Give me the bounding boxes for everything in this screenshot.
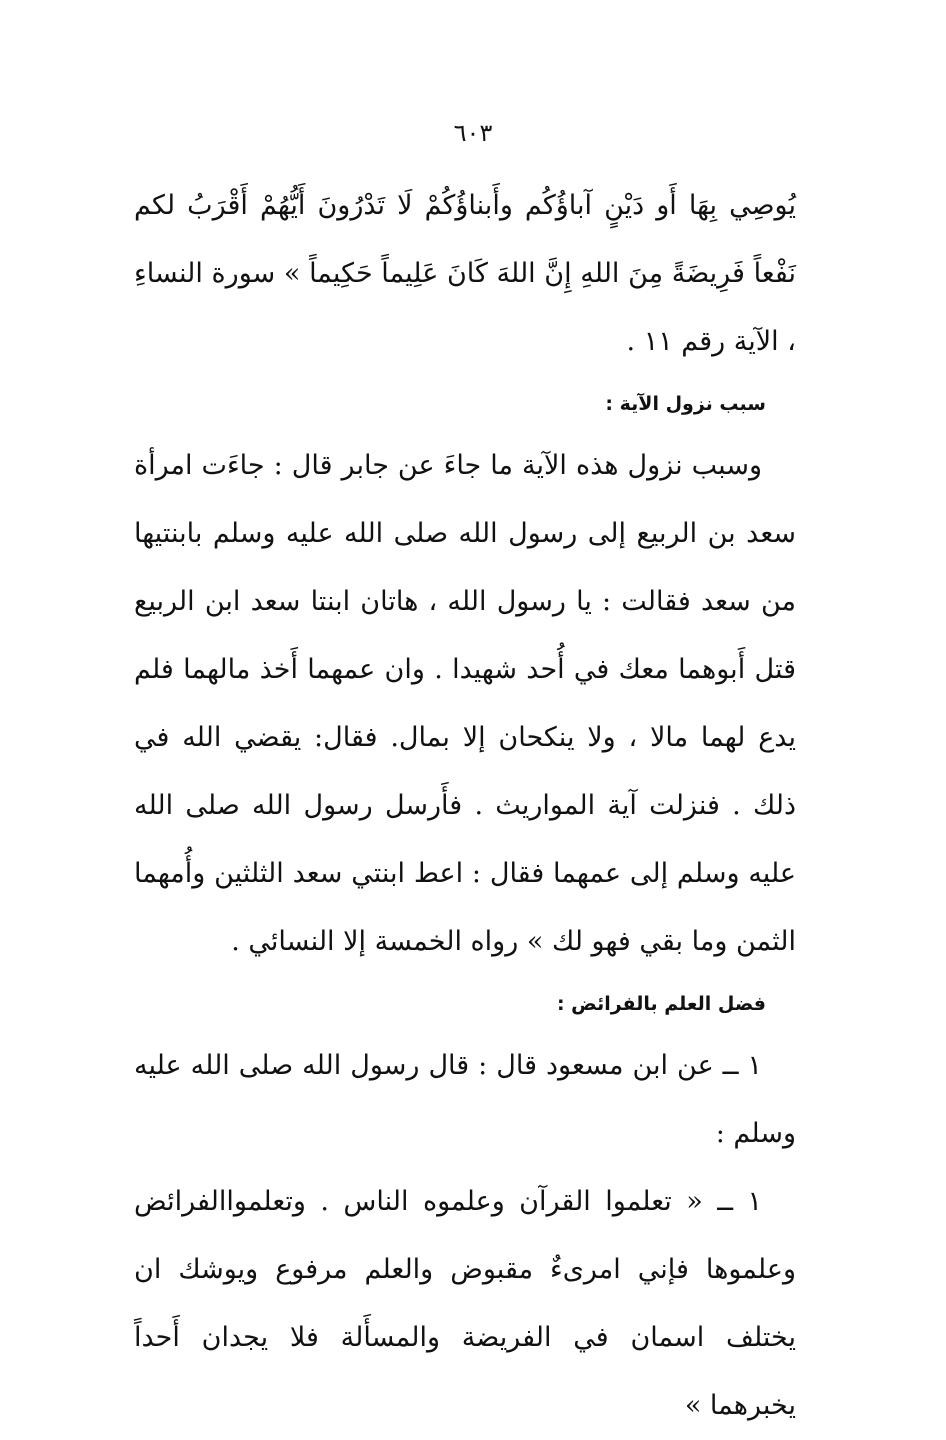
section-heading-revelation-cause: سبب نزول الآية : [605,393,766,415]
page-number: ٦٠٣ [453,119,493,147]
hadith-intro-paragraph: ١ ــ عن ابن مسعود قال : قال رسول الله صلى الله عليه وسلم : [134,1050,796,1149]
revelation-cause-paragraph: وسبب نزول هذه الآية ما جاءَ عن جابر قال : جاءَت امرأة سعد بن الربيع إلى رسول الله صلى الله عليه وسلم بابنتيها من سعد فقالت : يا رسول الله ، هاتان ابنتا سعد ابن الربيع قتل أَبوهما معك في أُحد شهيدا . وان عمهما أَخذ مالهما فلم يدع لهما مالا ، ولا ينكحان إلا بمال. فقال: يقضي الله في ذلك . فنزلت آية المواريث . فأَرسل رسول الله صلى الله عليه وسلم إلى عمهما فقال : اعط ابنتي سعد الثلثين وأُمهما الثمن وما بقي فهو لك » رواه الخمسة إلا النسائي . [134,450,796,957]
hadith-text-paragraph: ١ ــ « تعلموا القرآن وعلموه الناس . وتعلمواالفرائض وعلموها فإني امرىءٌ مقبوض والعلم مرفوع ويوشك ان يختلف اسمان في الفريضة والمسأَلة فلا يجدان أَحداً يخبرهما » [134,1186,796,1421]
verse-paragraph: يُوصِي بِهَا أَو دَيْنٍ آباؤُكُم وأَبناؤُكُمْ لَا تَدْرُونَ أَيُّهُمْ أَقْرَبُ لكم نَفْعاً فَرِيضَةً مِنَ اللهِ إِنَّ اللهَ كَانَ عَلِيماً حَكِيماً » سورة النساءِ ، الآية رقم ١١ . [134,190,796,357]
section-heading-knowledge-merit: فضل العلم بالفرائض : [556,993,766,1015]
page-body [134,172,796,1440]
